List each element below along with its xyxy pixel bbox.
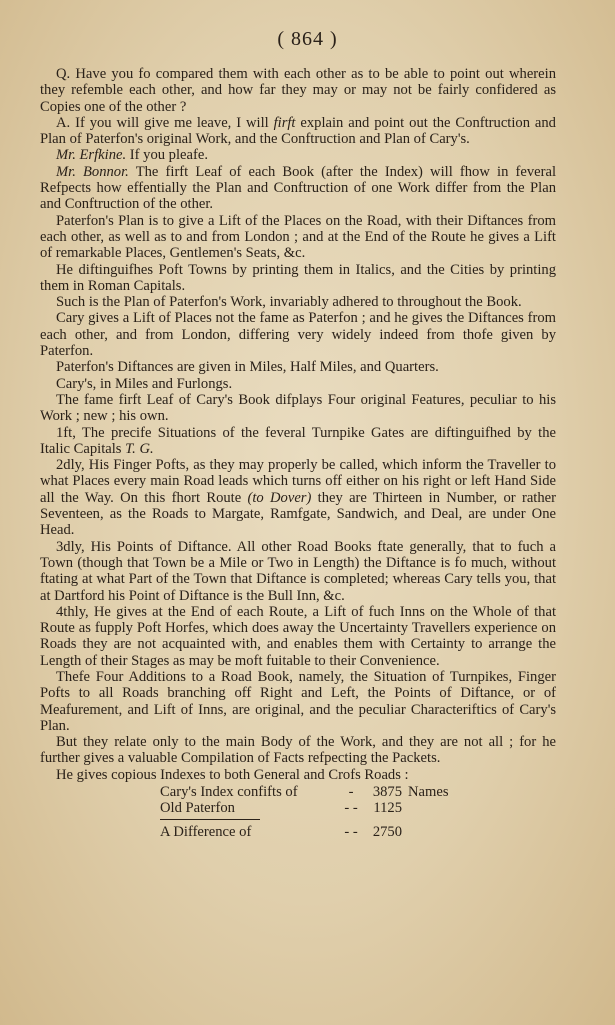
paragraph — [40, 457, 556, 538]
text-run: 3dly, His Points of Diftance. All other Road Books ftate generally, that to fuch a Town (though that Town be a Mile or Two in Length) the Diftance is fo much, without ftating at what Part of the Town that Diftance is completed; whereas Cary tells you, that at Dartford his Point of Diftance is the Bull Inn, &c. — [40, 538, 556, 604]
paragraph — [40, 604, 556, 669]
text-run: But they relate only to the main Body of the Work, and they are not all ; for he further gives a valuable Compilation of Facts refpecting the Packets. — [40, 734, 556, 767]
text-run: If you pleafe. — [126, 147, 208, 164]
paragraph — [40, 767, 556, 783]
paragraph — [40, 164, 556, 213]
paragraph — [40, 66, 556, 115]
paragraph — [40, 734, 556, 767]
paragraph — [40, 294, 556, 310]
paragraph — [40, 310, 556, 359]
table-cell-label: Cary's Index confifts of — [160, 784, 298, 801]
table-row — [160, 800, 556, 816]
paragraph — [40, 147, 556, 163]
text-run: The firft Leaf of each Book (after the Index) will fhow in feveral Refpects how effentially the Plan and Conftruction of one Work differ from the Plan and Conftruction of the other. — [40, 163, 557, 213]
page-number: ( 864 ) — [277, 28, 338, 50]
text-run: He diftinguifhes Poft Towns by printing them in Italics, and the Cities by printing them in Roman Capitals. — [40, 261, 556, 294]
text-run: 4thly, He gives at the End of each Route, a Lift of fuch Inns on the Whole of that Route as fupply Poft Horfes, which does away the Uncertainty Travellers experience on Roads they are not acquainted with, and enables them with Certainty to arrange the Length of their Stages as may be moft fuitable to their Convenience. — [40, 603, 556, 669]
text-run: Paterfon's Plan is to give a Lift of the Places on the Road, with their Diftances from each other, as well as to and from London ; and at the End of the Route he gives a Lift of remarkable Places, Gentlemen's Seats, &c. — [40, 212, 556, 262]
paragraph — [40, 539, 556, 604]
italic-text: (to Dover) — [247, 489, 312, 506]
text-run: explain and point out the Conftruction and Plan of Paterfon's original Work, and the Conftruction and Plan of Cary's. — [40, 114, 556, 148]
text-run: 1ft, The precife Situations of the feveral Turnpike Gates are diftinguifhed by the Italic Capitals — [40, 424, 556, 457]
sum-rule-row — [160, 819, 556, 820]
total-cell-value: 2750 — [372, 823, 402, 840]
text-run: Paterfon's Diftances are given in Miles, Half Miles, and Quarters. — [56, 359, 439, 376]
paragraph — [40, 392, 556, 425]
text-run: 2dly, His Finger Pofts, as they may properly be called, which inform the Traveller to what Places every main Road leads which turns off either on his right or left Hand Side all the Way. On this fhort Route — [40, 457, 556, 506]
text-run: Cary's, in Miles and Furlongs. — [56, 375, 233, 392]
paragraph — [40, 669, 556, 734]
italic-text: Mr. Bonnor. — [56, 163, 129, 180]
text-run: Cary gives a Lift of Places not the fame as Paterfon ; and he gives the Diftances from each other, and from London, differing very widely indeed from thofe given by Paterfon. — [40, 310, 556, 360]
paragraph — [40, 115, 556, 148]
table-cell-value: 3875 — [372, 784, 402, 801]
text-run: Thefe Four Additions to a Road Book, namely, the Situation of Turnpikes, Finger Pofts to all Roads branching off Right and Left, the Points of Diftance, or of Meafurement, and Lift of Inns, are original, and the peculiar Characteriftics of Cary's Plan. — [40, 668, 556, 734]
paragraph — [40, 376, 556, 392]
total-row — [160, 824, 556, 840]
table-row — [160, 784, 556, 800]
table-cell-dash: - - — [344, 800, 358, 817]
paragraph — [40, 262, 556, 295]
table-cell-unit — [402, 800, 408, 816]
table-cell-unit: Names — [408, 784, 449, 801]
body-text — [40, 66, 556, 840]
index-comparison-table — [160, 784, 556, 840]
table-cell-dash: - — [348, 784, 354, 801]
table-cell-value: 1125 — [373, 800, 402, 817]
total-cell-label: A Difference of — [160, 823, 252, 840]
text-run: He gives copious Indexes to both General and Crofs Roads : — [56, 766, 409, 783]
italic-text: firft — [273, 114, 296, 131]
text-run: Such is the Plan of Paterfon's Work, invariably adhered to throughout the Book. — [56, 294, 522, 311]
text-run: The fame firft Leaf of Cary's Book difplays Four original Features, peculiar to his Work ; new ; his own. — [40, 391, 556, 425]
paragraph — [40, 359, 556, 375]
text-run: A. If you will give me leave, I will — [56, 114, 274, 131]
paragraph — [40, 213, 556, 262]
table-cell-label: Old Paterfon — [160, 800, 235, 817]
text-run: Q. Have you fo compared them with each other as to be able to point out wherein they refemble each other, and how far they may or may not be fairly confidered as Copies one of the other ? — [40, 66, 556, 115]
sum-rule — [160, 819, 260, 820]
paragraph — [40, 425, 556, 458]
total-cell-dash: - - — [344, 823, 358, 840]
italic-text: T. G. — [125, 440, 154, 457]
italic-text: Mr. Erfkine. — [56, 147, 127, 164]
text-run: they are Thirteen in Number, or rather Seventeen, as the Roads to Margate, Ramfgate, Sandwich, and Deal, are under One Head. — [40, 489, 556, 539]
